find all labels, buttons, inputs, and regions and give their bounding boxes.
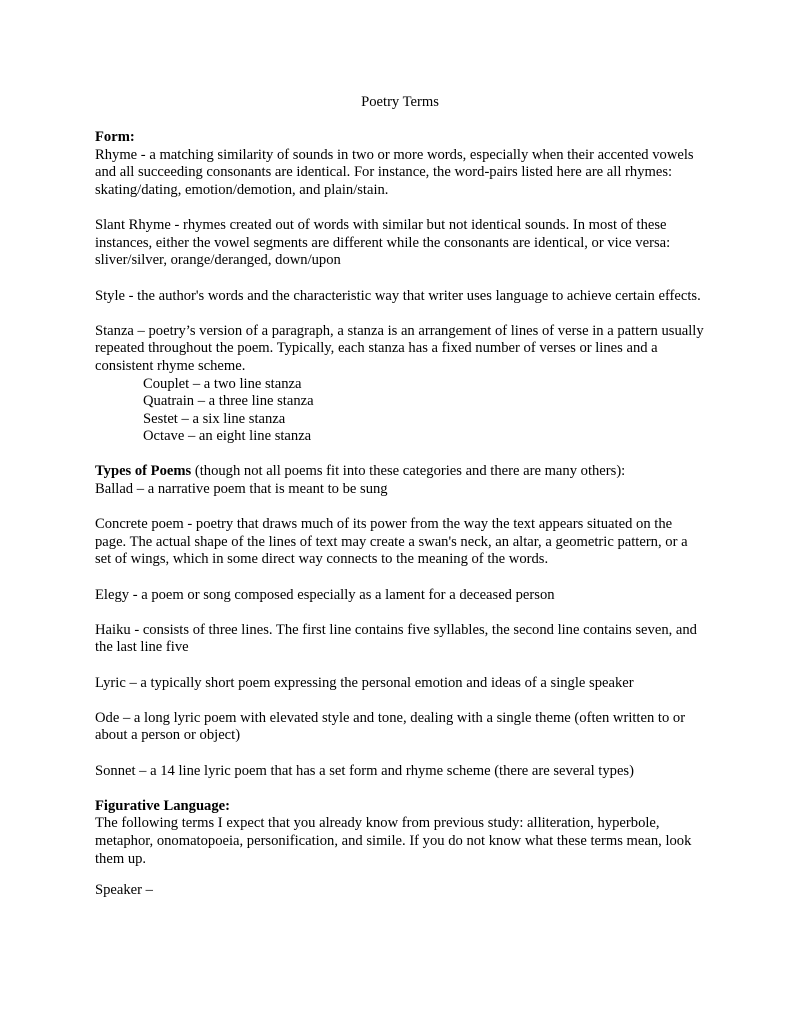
spacer (95, 692, 705, 710)
sonnet-definition: Sonnet – a 14 line lyric poem that has a set form and rhyme scheme (there are several types) (95, 762, 634, 779)
elegy-definition: Elegy - a poem or song composed especially as a lament for a deceased person (95, 586, 555, 603)
types-note: (though not all poems fit into these categories and there are many others): (191, 463, 626, 480)
stanza-definition: Stanza – poetry’s version of a paragraph, a stanza is an arrangement of lines of verse in a pattern usually repeated throughout the poem. Typically, each stanza has a fixed number of verses or lines and a consistent rhyme scheme. (95, 322, 704, 374)
stanza-type-octave: Octave – an eight line stanza (143, 428, 312, 445)
rhyme-definition: Rhyme - a matching similarity of sounds in two or more words, especially when their accented vowels and all succeeding consonants are identical. For instance, the word-pairs listed here are all rhymes: skating/dating, emotion/demotion, and plain/stain. (95, 146, 694, 198)
spacer (95, 446, 705, 464)
ode-definition: Ode – a long lyric poem with elevated style and tone, dealing with a single theme (often written to or about a person or object) (95, 709, 686, 744)
style-definition: Style - the author's words and the characteristic way that writer uses language to achieve certain effects. (95, 287, 701, 304)
ballad-definition: Ballad – a narrative poem that is meant to be sung (95, 481, 388, 498)
page-title: Poetry Terms (361, 94, 439, 110)
spacer (95, 270, 705, 288)
spacer (95, 657, 705, 675)
spacer (95, 868, 705, 882)
document-page (95, 94, 705, 900)
slant-rhyme-definition: Slant Rhyme - rhymes created out of words with similar but not identical sounds. In most of these instances, either the vowel segments are different while the consonants are identical, or vice versa: sliver/silver, orange/deranged, down/upon (95, 217, 671, 269)
concrete-definition: Concrete poem - poetry that draws much of its power from the way the text appears situated on the page. The actual shape of the lines of text may create a swan's neck, an altar, a geometric pattern, or a set of wings, which in some direct way connects to the meaning of the words. (95, 516, 688, 568)
speaker-term: Speaker – (95, 882, 153, 899)
lyric-definition: Lyric – a typically short poem expressing the personal emotion and ideas of a single speaker (95, 674, 634, 691)
haiku-definition: Haiku - consists of three lines. The first line contains five syllables, the second line contains seven, and the last line five (95, 621, 697, 656)
stanza-type-couplet: Couplet – a two line stanza (143, 375, 302, 392)
stanza-type-quatrain: Quatrain – a three line stanza (143, 393, 314, 410)
spacer (95, 604, 705, 622)
spacer (95, 200, 705, 218)
types-of-poems-line (95, 463, 705, 481)
figurative-heading: Figurative Language: (95, 797, 230, 814)
figurative-text: The following terms I expect that you already know from previous study: alliteration, hyperbole, metaphor, onomatopoeia, personification, and simile. If you do not know what these terms mean, look them up. (95, 815, 692, 867)
spacer (95, 780, 705, 798)
spacer (95, 569, 705, 587)
spacer (95, 745, 705, 763)
types-heading: Types of Poems (95, 463, 192, 480)
form-heading: Form: (95, 129, 135, 146)
spacer (95, 499, 705, 517)
spacer (95, 305, 705, 323)
stanza-type-sestet: Sestet – a six line stanza (143, 410, 286, 427)
